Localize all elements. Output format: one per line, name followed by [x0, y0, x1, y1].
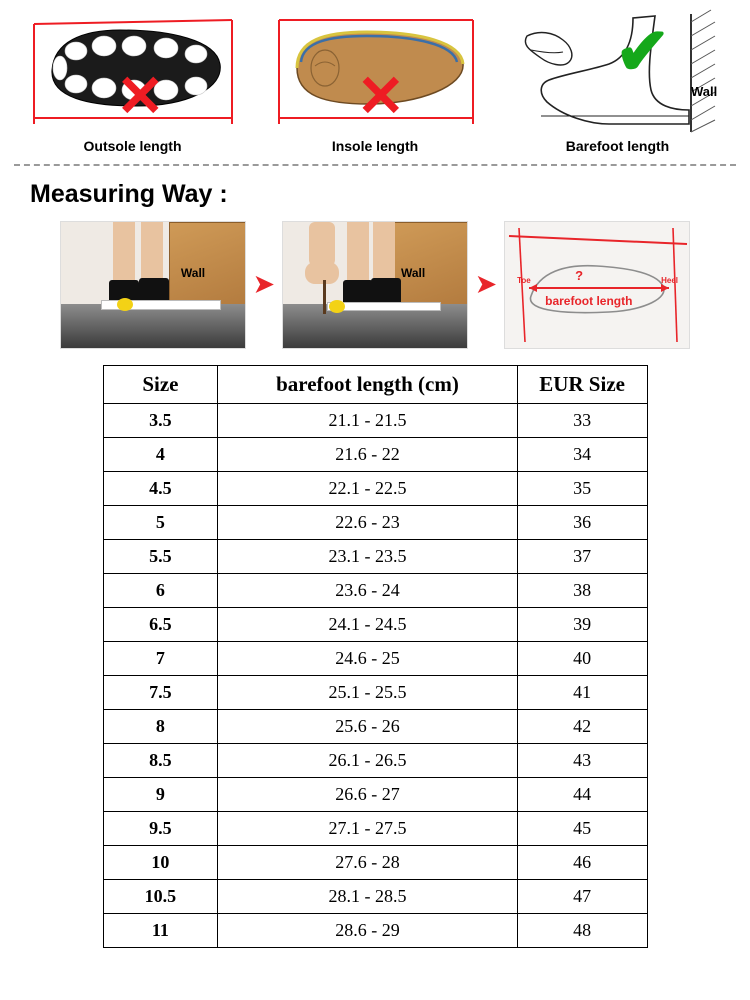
table-row	[103, 880, 647, 914]
table-row	[103, 540, 647, 574]
step-arrow-2: ➤	[476, 271, 497, 298]
cell-size: 11	[103, 914, 218, 948]
toe-marker-2	[329, 300, 345, 313]
cell-barefoot-length: 23.1 - 23.5	[218, 540, 517, 574]
cell-size: 10	[103, 846, 218, 880]
cell-eur-size: 39	[517, 608, 647, 642]
cell-eur-size: 45	[517, 812, 647, 846]
leg-right	[141, 222, 163, 280]
cell-barefoot-length: 28.6 - 29	[218, 914, 517, 948]
barefoot-length-label: barefoot length	[545, 294, 633, 308]
panel-insole	[263, 6, 488, 154]
cell-barefoot-length: 26.6 - 27	[218, 778, 517, 812]
cell-barefoot-length: 27.1 - 27.5	[218, 812, 517, 846]
size-table	[103, 365, 648, 948]
cell-barefoot-length: 22.6 - 23	[218, 506, 517, 540]
insole-caption: Insole length	[331, 138, 419, 154]
table-row	[103, 642, 647, 676]
cell-eur-size: 37	[517, 540, 647, 574]
barefoot-length-measure-icon	[505, 222, 690, 349]
wall-label-panel3: Wall	[691, 84, 718, 99]
cell-eur-size: 34	[517, 438, 647, 472]
table-row	[103, 574, 647, 608]
cell-size: 6.5	[103, 608, 218, 642]
table-row	[103, 404, 647, 438]
cell-barefoot-length: 21.6 - 22	[218, 438, 517, 472]
leg-left	[113, 222, 135, 282]
measuring-step-3-diagram	[504, 221, 690, 349]
size-table-body	[103, 404, 647, 948]
cell-size: 4	[103, 438, 218, 472]
cell-size: 7.5	[103, 676, 218, 710]
cell-eur-size: 42	[517, 710, 647, 744]
table-row	[103, 914, 647, 948]
outsole-caption: Outsole length	[83, 138, 182, 154]
panel-outsole	[20, 6, 245, 154]
section-divider	[14, 164, 736, 166]
cell-size: 5.5	[103, 540, 218, 574]
cell-size: 10.5	[103, 880, 218, 914]
cell-size: 6	[103, 574, 218, 608]
floor-1	[61, 304, 245, 348]
cell-eur-size: 38	[517, 574, 647, 608]
cell-eur-size: 35	[517, 472, 647, 506]
cell-barefoot-length: 27.6 - 28	[218, 846, 517, 880]
heel-label: Heel	[661, 276, 679, 285]
table-row	[103, 676, 647, 710]
header-eur-size: EUR Size	[517, 366, 647, 404]
cell-eur-size: 40	[517, 642, 647, 676]
cell-eur-size: 43	[517, 744, 647, 778]
measuring-step-2-photo	[282, 221, 468, 349]
size-table-head	[103, 366, 647, 404]
table-row	[103, 744, 647, 778]
panel-barefoot	[505, 6, 730, 154]
toe-marker-1	[117, 298, 133, 311]
cell-eur-size: 46	[517, 846, 647, 880]
size-table-wrap	[103, 365, 648, 948]
cell-barefoot-length: 26.1 - 26.5	[218, 744, 517, 778]
cell-size: 3.5	[103, 404, 218, 438]
cell-barefoot-length: 24.6 - 25	[218, 642, 517, 676]
cell-size: 8	[103, 710, 218, 744]
arm	[309, 222, 335, 266]
leg-right-2	[373, 222, 395, 280]
cell-size: 5	[103, 506, 218, 540]
cell-size: 8.5	[103, 744, 218, 778]
table-row	[103, 778, 647, 812]
cell-barefoot-length: 22.1 - 22.5	[218, 472, 517, 506]
leg-left-2	[347, 222, 369, 282]
hand	[305, 262, 339, 284]
measuring-way-title: Measuring Way :	[30, 180, 228, 208]
table-header-row	[103, 366, 647, 404]
table-row	[103, 472, 647, 506]
table-row	[103, 812, 647, 846]
barefoot-check-mark: ✔	[615, 14, 671, 88]
cell-eur-size: 48	[517, 914, 647, 948]
toe-label: Toe	[517, 276, 531, 285]
table-row	[103, 846, 647, 880]
cell-barefoot-length: 25.1 - 25.5	[218, 676, 517, 710]
cell-eur-size: 33	[517, 404, 647, 438]
cell-barefoot-length: 23.6 - 24	[218, 574, 517, 608]
wall-label-step1: Wall	[180, 266, 206, 280]
step-arrow-1: ➤	[253, 271, 274, 298]
insole-cross-mark: ✕	[356, 64, 406, 129]
cell-barefoot-length: 24.1 - 24.5	[218, 608, 517, 642]
cell-barefoot-length: 25.6 - 26	[218, 710, 517, 744]
cell-size: 7	[103, 642, 218, 676]
measuring-step-1-photo	[60, 221, 246, 349]
table-row	[103, 506, 647, 540]
cell-barefoot-length: 21.1 - 21.5	[218, 404, 517, 438]
header-barefoot-length: barefoot length (cm)	[218, 366, 517, 404]
outsole-cross-mark: ✕	[116, 64, 165, 129]
table-row	[103, 710, 647, 744]
cell-size: 9	[103, 778, 218, 812]
measuring-steps-row	[0, 221, 750, 349]
cell-barefoot-length: 28.1 - 28.5	[218, 880, 517, 914]
cell-size: 4.5	[103, 472, 218, 506]
table-row	[103, 608, 647, 642]
outsole-illustration	[20, 6, 245, 136]
pencil	[323, 280, 326, 314]
header-size: Size	[103, 366, 218, 404]
question-mark-label: ?	[575, 268, 584, 283]
barefoot-caption: Barefoot length	[565, 138, 670, 154]
measurement-comparison-row	[0, 0, 750, 154]
cell-eur-size: 47	[517, 880, 647, 914]
barefoot-illustration	[505, 6, 730, 136]
cell-size: 9.5	[103, 812, 218, 846]
cell-eur-size: 44	[517, 778, 647, 812]
wall-label-step2: Wall	[401, 266, 426, 280]
insole-illustration	[263, 6, 488, 136]
table-row	[103, 438, 647, 472]
cell-eur-size: 36	[517, 506, 647, 540]
cell-eur-size: 41	[517, 676, 647, 710]
